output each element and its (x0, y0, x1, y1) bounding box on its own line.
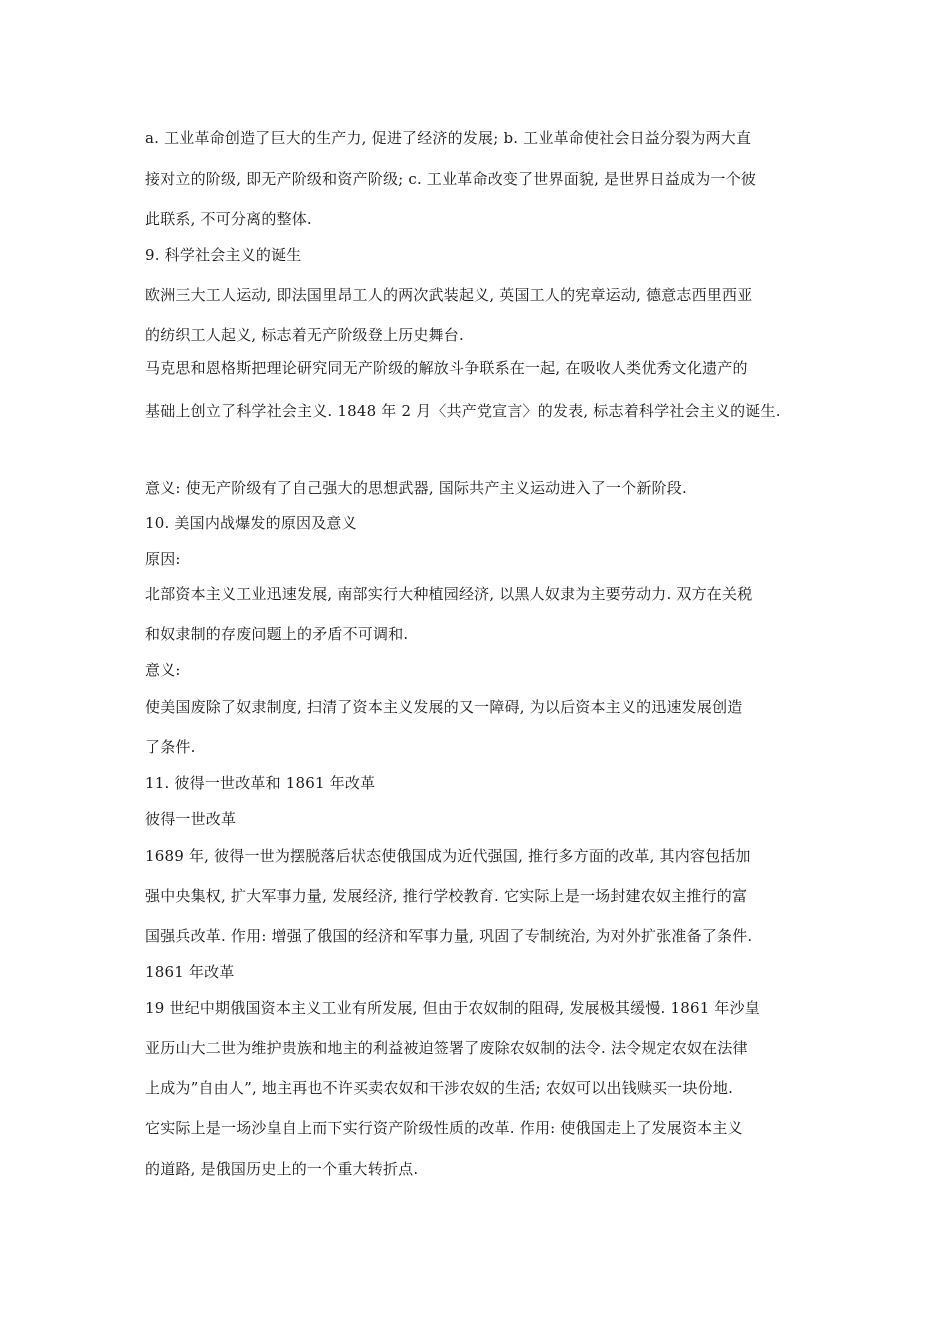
section-heading: 9. 科学社会主义的诞生 (145, 246, 302, 264)
text-line: 基础上创立了科学社会主义. 1848 年 2 月〈共产党宣言〉的发表, 标志着科学社会主义的诞生. (145, 402, 781, 420)
text-line: 意义: 使无产阶级有了自己强大的思想武器, 国际共产主义运动进入了一个新阶段. (145, 479, 687, 497)
text-line: 1689 年, 彼得一世为摆脱落后状态使俄国成为近代强国, 推行多方面的改革, 其内容包括加 (145, 847, 751, 865)
text-line: 欧洲三大工人运动, 即法国里昂工人的两次武装起义, 英国工人的宪章运动, 德意志西里西亚 (145, 286, 753, 304)
text-line: a. 工业革命创造了巨大的生产力, 促进了经济的发展; b. 工业革命使社会日益分裂为两大直 (145, 129, 752, 147)
text-line: 和奴隶制的存废问题上的矛盾不可调和. (145, 625, 409, 643)
text-line: 强中央集权, 扩大军事力量, 发展经济, 推行学校教育. 它实际上是一场封建农奴主推行的富 (145, 887, 748, 905)
subsection-heading: 彼得一世改革 (145, 810, 237, 828)
text-line: 它实际上是一场沙皇自上而下实行资产阶级性质的改革. 作用: 使俄国走上了发展资本主义 (145, 1119, 743, 1137)
subsection-heading: 1861 年改革 (145, 963, 235, 981)
text-line: 马克思和恩格斯把理论研究同无产阶级的解放斗争联系在一起, 在吸收人类优秀文化遗产的 (145, 359, 748, 377)
text-line: 亚历山大二世为维护贵族和地主的利益被迫签署了废除农奴制的法令. 法令规定农奴在法律 (145, 1039, 748, 1057)
text-line: 此联系, 不可分离的整体. (145, 210, 312, 228)
text-line: 了条件. (145, 738, 196, 756)
text-line: 北部资本主义工业迅速发展, 南部实行大种植园经济, 以黑人奴隶为主要劳动力. 双方在关税 (145, 585, 753, 603)
text-line: 国强兵改革. 作用: 增强了俄国的经济和军事力量, 巩固了专制统治, 为对外扩张准备了条件. (145, 927, 753, 945)
text-line: 意义: (145, 661, 181, 679)
text-line: 接对立的阶级, 即无产阶级和资产阶级; c. 工业革命改变了世界面貌, 是世界日益成为一个彼 (145, 170, 757, 188)
text-line: 原因: (145, 550, 181, 568)
text-line: 的纺织工人起义, 标志着无产阶级登上历史舞台. (145, 326, 464, 344)
section-heading: 10. 美国内战爆发的原因及意义 (145, 514, 357, 532)
text-line: 19 世纪中期俄国资本主义工业有所发展, 但由于农奴制的阻碍, 发展极其缓慢. 1861 年沙皇 (145, 999, 761, 1017)
text-line: 上成为”自由人”, 地主再也不许买卖农奴和干涉农奴的生活; 农奴可以出钱赎买一块份地. (145, 1079, 734, 1097)
text-line: 的道路, 是俄国历史上的一个重大转折点. (145, 1160, 419, 1178)
section-heading: 11. 彼得一世改革和 1861 年改革 (145, 774, 376, 792)
text-line: 使美国废除了奴隶制度, 扫清了资本主义发展的又一障碍, 为以后资本主义的迅速发展创造 (145, 698, 743, 716)
